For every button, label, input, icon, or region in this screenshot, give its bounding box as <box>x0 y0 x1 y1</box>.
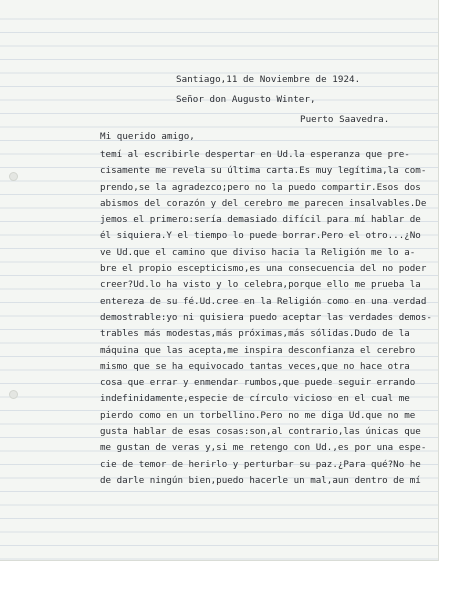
body-line: él siquiera.Y el tiempo lo puede borrar.Pero el otro...¿No <box>100 230 421 242</box>
body-line: entereza de su fé.Ud.cree en la Religión como en una verdad <box>100 295 427 307</box>
body-line: prendo,se la agradezco;pero no la puedo compartir.Esos dos <box>100 181 421 193</box>
body-line: pierdo como en un torbellino.Pero no me diga Ud.que no me <box>100 409 416 421</box>
body-line: demostrable:yo ni quisiera puedo aceptar las verdades demos- <box>100 311 432 323</box>
body-line: temí al escribirle despertar en Ud.la esperanza que pre- <box>100 149 410 160</box>
punch-hole <box>9 172 18 181</box>
body-line: creer?Ud.lo ha visto y lo celebra,porque ello me prueba la <box>100 279 421 291</box>
punch-hole <box>9 390 18 399</box>
letter-date: Santiago,11 de Noviembre de 1924. <box>176 74 361 85</box>
body-line: cie de temor de herirlo y perturbar su paz.¿Para qué?No he <box>100 458 421 470</box>
letter-addressee: Señor don Augusto Winter, <box>176 94 316 105</box>
body-line: de darle ningún bien,puedo hacerle un mal,aun dentro de mí <box>100 474 421 486</box>
body-line: ve Ud.que el camino que diviso hacia la Religión me lo a- <box>100 246 416 258</box>
body-line: abismos del corazón y del cerebro me parecen insalvables.De <box>100 197 427 209</box>
body-line: cisamente me revela su última carta.Es muy legítima,la com- <box>100 165 427 177</box>
body-line: gusta hablar de esas cosas:son,al contrario,las únicas que <box>100 426 421 438</box>
body-line: bre el propio escepticismo,es una consecuencia del no poder <box>100 263 427 275</box>
body-line: cosa que errar y enmendar rumbos,que puede seguir errando <box>100 377 416 389</box>
body-line: indefinidamente,especie de círculo vicioso en el cual me <box>100 393 410 405</box>
letter-body <box>100 148 430 490</box>
body-line: trables más modestas,más próximas,más sólidas.Dudo de la <box>100 328 410 340</box>
body-line: mismo que se ha equivocado tantas veces,que no hace otra <box>100 360 410 372</box>
body-line: jemos el primero:sería demasiado difícil para mí hablar de <box>100 214 421 226</box>
letter-greeting: Mi querido amigo, <box>100 131 195 142</box>
body-line: máquina que las acepta,me inspira desconfianza el cerebro <box>100 344 416 356</box>
body-line: me gustan de veras y,si me retengo con Ud.,es por una espe- <box>100 442 427 454</box>
letter-location: Puerto Saavedra. <box>300 114 390 125</box>
